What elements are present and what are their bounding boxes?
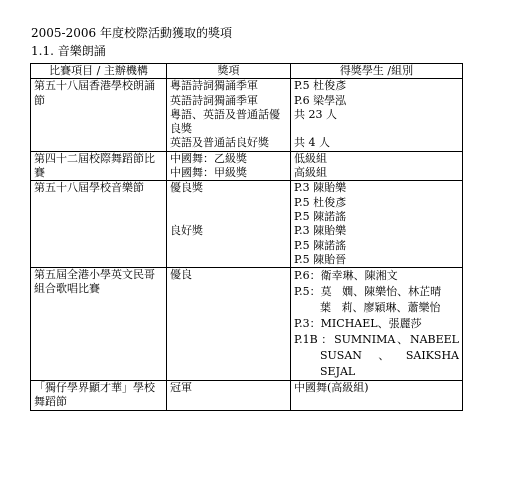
winner-item: 低級組 [294, 151, 327, 165]
winner-item: P.3：MICHAEL、張麗莎 [294, 317, 422, 331]
section-heading: 1.1. 音樂朗誦 [31, 44, 106, 58]
awards-table [30, 63, 463, 411]
winner-item: P.6 梁學泓 [294, 93, 347, 107]
table-header-row [31, 64, 463, 79]
winners-cell [291, 181, 463, 268]
winner-item: 葉 莉、廖穎琳、蕭樂怡 [320, 301, 441, 315]
award-item: 良好獎 [170, 223, 203, 237]
winner-item: P.6：衛幸琳、陳湘文 [294, 269, 398, 283]
winner-item: SUSAN 、 SAIKSHA [320, 349, 459, 363]
table-row [31, 151, 463, 181]
winner-item: 高級組 [294, 166, 327, 180]
award-item: 中國舞：乙級獎 [170, 151, 247, 165]
winner-item: P.5 陳貽晉 [294, 252, 347, 266]
document-title: 2005-2006 年度校際活動獲取的獎項 [31, 26, 232, 40]
table-row [31, 181, 463, 268]
winner-item: P.5 陳諾謠 [294, 238, 347, 252]
award-cell [167, 151, 291, 181]
award-item: 冠軍 [170, 381, 192, 395]
winners-cell [291, 79, 463, 151]
event-cell [31, 381, 167, 411]
winner-item: P.3 陳貽樂 [294, 224, 347, 238]
event-name: 第五屆全港小學英文民哥組合歌唱比賽 [34, 268, 155, 296]
winners-cell [291, 381, 463, 411]
winner-item: P.5 陳諾謠 [294, 209, 347, 223]
event-cell [31, 79, 167, 151]
award-item: 粵語、英語及普通話優良獎 [170, 107, 280, 136]
winner-item: P.1B ： SUMNIMA 、 NABEEL [294, 333, 459, 347]
award-cell [167, 181, 291, 268]
winner-item: SEJAL [320, 365, 356, 379]
event-name: 「獨仔學界顯才華」學校舞蹈節 [34, 381, 155, 409]
winner-item: P.5 杜俊彥 [294, 79, 347, 93]
event-cell [31, 151, 167, 181]
event-name: 第五十八屆學校音樂節 [34, 181, 144, 195]
award-item: 英語詩詞獨誦季軍 [170, 93, 258, 107]
header-winners: 得獎學生 /組別 [291, 64, 463, 79]
header-event: 比賽項目 / 主辦機構 [31, 64, 167, 79]
winner-item: P.5 杜俊彥 [294, 195, 347, 209]
award-cell [167, 79, 291, 151]
event-cell [31, 268, 167, 381]
event-cell [31, 181, 167, 268]
award-item: 粵語詩詞獨誦季軍 [170, 79, 258, 93]
winners-cell [291, 268, 463, 381]
table-row [31, 381, 463, 411]
award-item: 優良獎 [170, 181, 203, 195]
winners-cell [291, 151, 463, 181]
award-item: 英語及普通話良好獎 [170, 136, 269, 150]
award-cell [167, 381, 291, 411]
winner-item: P.3 陳貽樂 [294, 181, 347, 195]
event-name: 第五十八屆香港學校朗誦節 [34, 79, 155, 107]
table-row [31, 268, 463, 381]
event-name: 第四十二屆校際舞蹈節比賽 [34, 151, 155, 180]
winner-item: 共 4 人 [294, 136, 330, 150]
header-award: 獎項 [167, 64, 291, 79]
award-item: 優良 [170, 268, 192, 282]
table-row [31, 79, 463, 151]
winner-item: P.5：莫 嫺、陳樂怡、林芷晴 [294, 285, 442, 299]
winner-item: 中國舞(高級組) [294, 381, 369, 395]
award-cell [167, 268, 291, 381]
award-item: 中國舞：甲級獎 [170, 166, 247, 180]
winner-item: 共 23 人 [294, 107, 337, 121]
